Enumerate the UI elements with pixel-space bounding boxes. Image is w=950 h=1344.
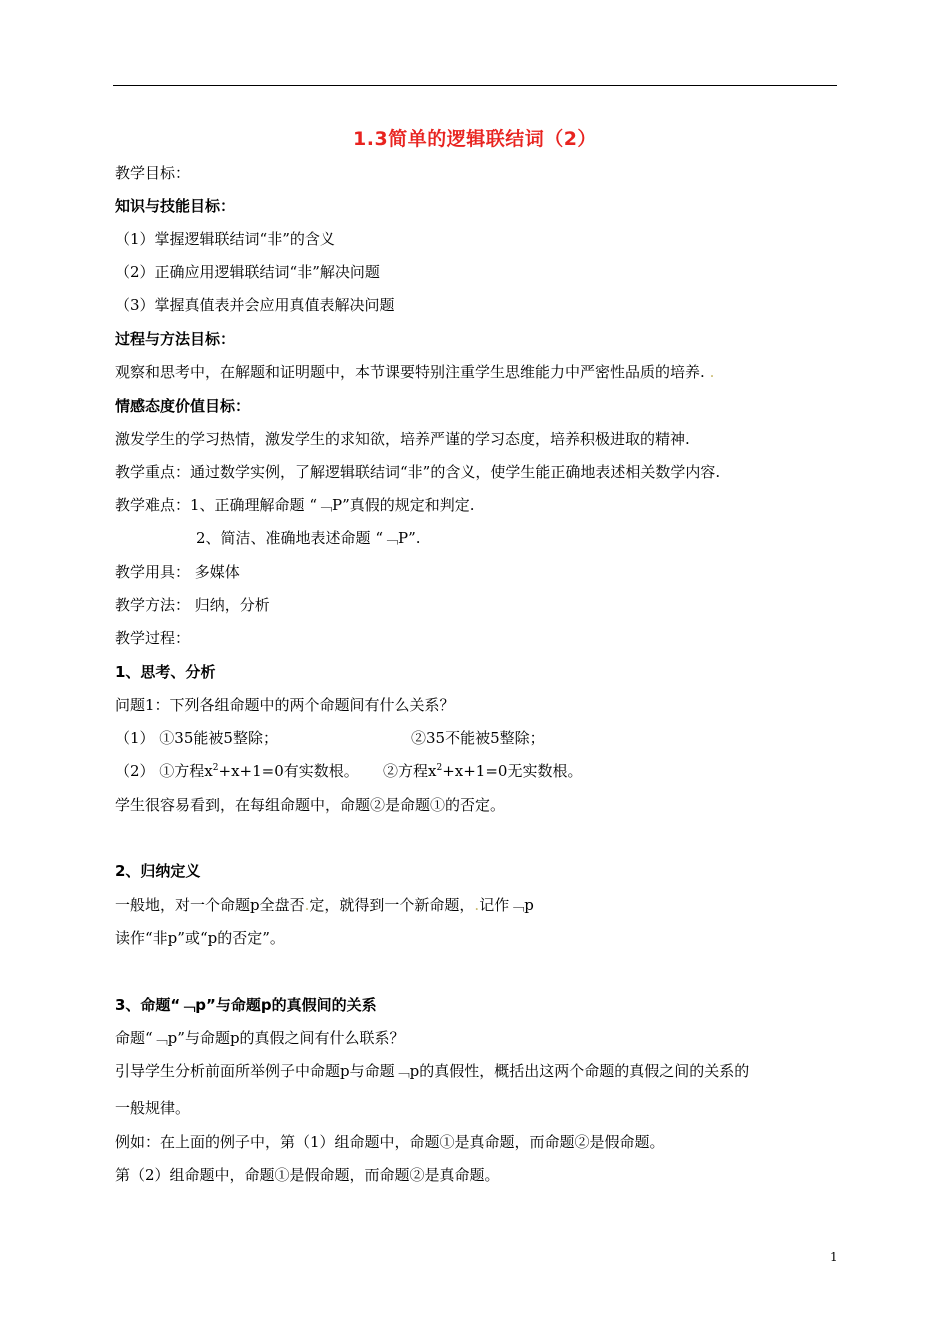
text-line: （1）掌握逻辑联结词“非”的含义 xyxy=(115,230,335,248)
text-fragment: 记作﹁p xyxy=(479,896,534,914)
text-line: 2、简洁、准确地表述命题 “﹁P”. xyxy=(196,529,421,547)
header-rule xyxy=(113,85,837,86)
text-line: 一般规律。 xyxy=(115,1099,191,1117)
mark-dot: . xyxy=(474,896,480,914)
text-line: 问题1：下列各组命题中的两个命题间有什么关系？ xyxy=(115,696,455,714)
text-line xyxy=(115,728,835,748)
text-line: 读作“非p”或“p的否定”。 xyxy=(115,929,285,947)
section-heading: 3、命题“﹁p”与命题p的真假间的关系 xyxy=(115,996,377,1014)
page-number: 1 xyxy=(830,1250,838,1264)
superscript: 2 xyxy=(436,763,443,773)
superscript: 2 xyxy=(212,763,219,773)
text-line: 教学重点：通过数学实例，了解逻辑联结词“非”的含义，使学生能正确地表述相关数学内容. xyxy=(115,463,721,481)
proposition-1b: ②35不能被5整除； xyxy=(411,729,545,747)
text-line-content: 观察和思考中，在解题和证明题中，本节课要特别注重学生思维能力中严密性品质的培养. xyxy=(115,363,705,381)
mark-dot: . xyxy=(304,896,310,914)
text-fragment: （2） ①方程x xyxy=(115,762,213,780)
text-line xyxy=(115,761,835,781)
mark-dot: . xyxy=(709,363,715,381)
text-line: 激发学生的学习热情，激发学生的求知欲，培养严谨的学习态度，培养积极进取的精神. xyxy=(115,430,690,448)
text-line: 教学目标： xyxy=(115,164,191,182)
text-line: 学生很容易看到，在每组命题中，命题②是命题①的否定。 xyxy=(115,796,506,814)
text-line: （3）掌握真值表并会应用真值表解决问题 xyxy=(115,296,395,314)
proposition-2a xyxy=(115,762,359,780)
text-fragment: +x+1=0有实数根。 xyxy=(218,762,359,780)
text-line: 引导学生分析前面所举例子中命题p与命题﹁p的真假性，概括出这两个命题的真假之间的关系的 xyxy=(115,1062,750,1080)
text-line: 例如：在上面的例子中，第（1）组命题中，命题①是真命题，而命题②是假命题。 xyxy=(115,1133,665,1151)
section-heading: 2、归纳定义 xyxy=(115,862,201,880)
section-heading: 知识与技能目标： xyxy=(115,197,236,215)
text-line: 教学用具： 多媒体 xyxy=(115,563,240,581)
text-line xyxy=(115,895,534,915)
text-line: 命题“﹁p”与命题p的真假之间有什么联系？ xyxy=(115,1029,405,1047)
text-line: （2）正确应用逻辑联结词“非”解决问题 xyxy=(115,263,380,281)
proposition-1a: （1） ①35能被5整除； xyxy=(115,729,278,747)
text-line: 第（2）组命题中，命题①是假命题，而命题②是真命题。 xyxy=(115,1166,500,1184)
section-heading: 情感态度价值目标： xyxy=(115,397,251,415)
page-title: 1.3简单的逻辑联结词（2） xyxy=(353,128,597,150)
text-line: 教学方法： 归纳，分析 xyxy=(115,596,270,614)
proposition-2b xyxy=(383,761,582,781)
text-line: 教学难点：1、正确理解命题 “﹁P”真假的规定和判定. xyxy=(115,496,475,514)
text-fragment: 一般地，对一个命题p全盘否 xyxy=(115,896,305,914)
section-heading: 过程与方法目标： xyxy=(115,330,236,348)
section-heading: 1、思考、分析 xyxy=(115,663,216,681)
text-fragment: ②方程x xyxy=(383,762,437,780)
text-line: 教学过程： xyxy=(115,629,191,647)
text-fragment: 定，就得到一个新命题， xyxy=(309,896,475,914)
text-line xyxy=(115,362,714,382)
text-fragment: +x+1=0无实数根。 xyxy=(442,762,583,780)
